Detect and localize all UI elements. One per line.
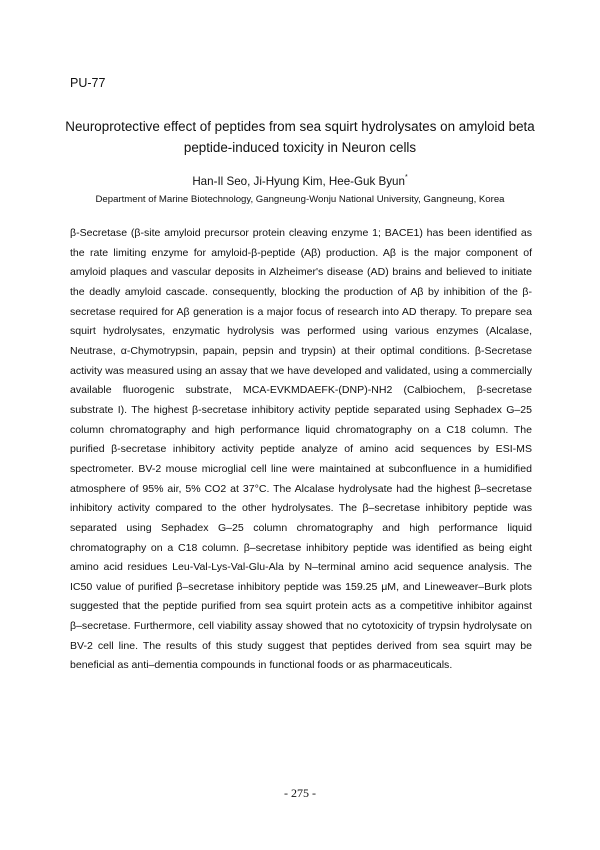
abstract-paragraph: β-Secretase (β-site amyloid precursor protein cleaving enzyme 1; BACE1) has been identified as the rate limiting enzyme for amyloid-β-peptide (Aβ) production. Aβ is the major component of amyloid plaques and vascular deposits in Alzheimer's disease (AD) brains and believed to initiate the deadly amyloid cascade. consequently, blocking the production of Aβ by inhibition of the β-secretase required for Aβ generation is a major focus of research into AD therapy. To prepare sea squirt hydrolysates, enzymatic hydrolysis was performed using various enzymes (Alcalase, Neutrase, α-Chymotrypsin, papain, pepsin and trypsin) at their optimal conditions. β-Secretase activity was measured using an assay that we have developed and validated, using a commercially available fluorogenic substrate, MCA-EVKMDAEFK-(DNP)-NH2 (Calbiochem, β-secretase substrate I). The highest β-secretase inhibitory activity peptide separated using Sephadex G–25 column chromatography and high performance liquid chromatography on a C18 column. The purified β-secretase inhibitory activity peptide analyze of amino acid sequences by ESI-MS spectrometer. BV-2 mouse microglial cell line were maintained at subconfluence in a humidified atmosphere of 95% air, 5% CO2 at 37°C. The Alcalase hydrolysate had the highest β–secretase inhibitory activity compared to the other hydrolysates. The β–secretase inhibitory peptide was separated using Sephadex G–25 column chromatography and high performance liquid chromatography on a C18 column. β–secretase inhibitory peptide was identified as being eight amino acid residues Leu-Val-Lys-Val-Glu-Ala by N–terminal amino acid sequence analysis. The IC50 value of purified β–secretase inhibitory peptide was 159.25 μM, and Lineweaver–Burk plots suggested that the peptide purified from sea squirt protein acts as a competitive inhibitor against β–secretase. Furthermore, cell viability assay showed that no cytotoxicity of trypsin hydrolysate on BV-2 cell line. The results of this study suggest that peptides derived from sea squirt may be beneficial as anti–dementia compounds in functional foods or as pharmaceuticals.	[70, 227, 532, 672]
abstract-body	[70, 224, 532, 676]
page-number: - 275 -	[284, 786, 316, 800]
authors-text: Han-Il Seo, Ji-Hyung Kim, Hee-Guk Byun	[192, 175, 405, 188]
affiliation: Department of Marine Biotechnology, Gangneung-Wonju National University, Gangneung, Korea	[95, 194, 505, 205]
title-line-2: peptide-induced toxicity in Neuron cells	[183, 140, 417, 155]
title-line-1: Neuroprotective effect of peptides from sea squirt hydrolysates on amyloid beta	[65, 119, 535, 134]
paper-code: PU-77	[70, 76, 106, 90]
author-list	[0, 174, 600, 188]
paper-title	[60, 116, 540, 158]
corresponding-author-mark: *	[404, 174, 408, 181]
